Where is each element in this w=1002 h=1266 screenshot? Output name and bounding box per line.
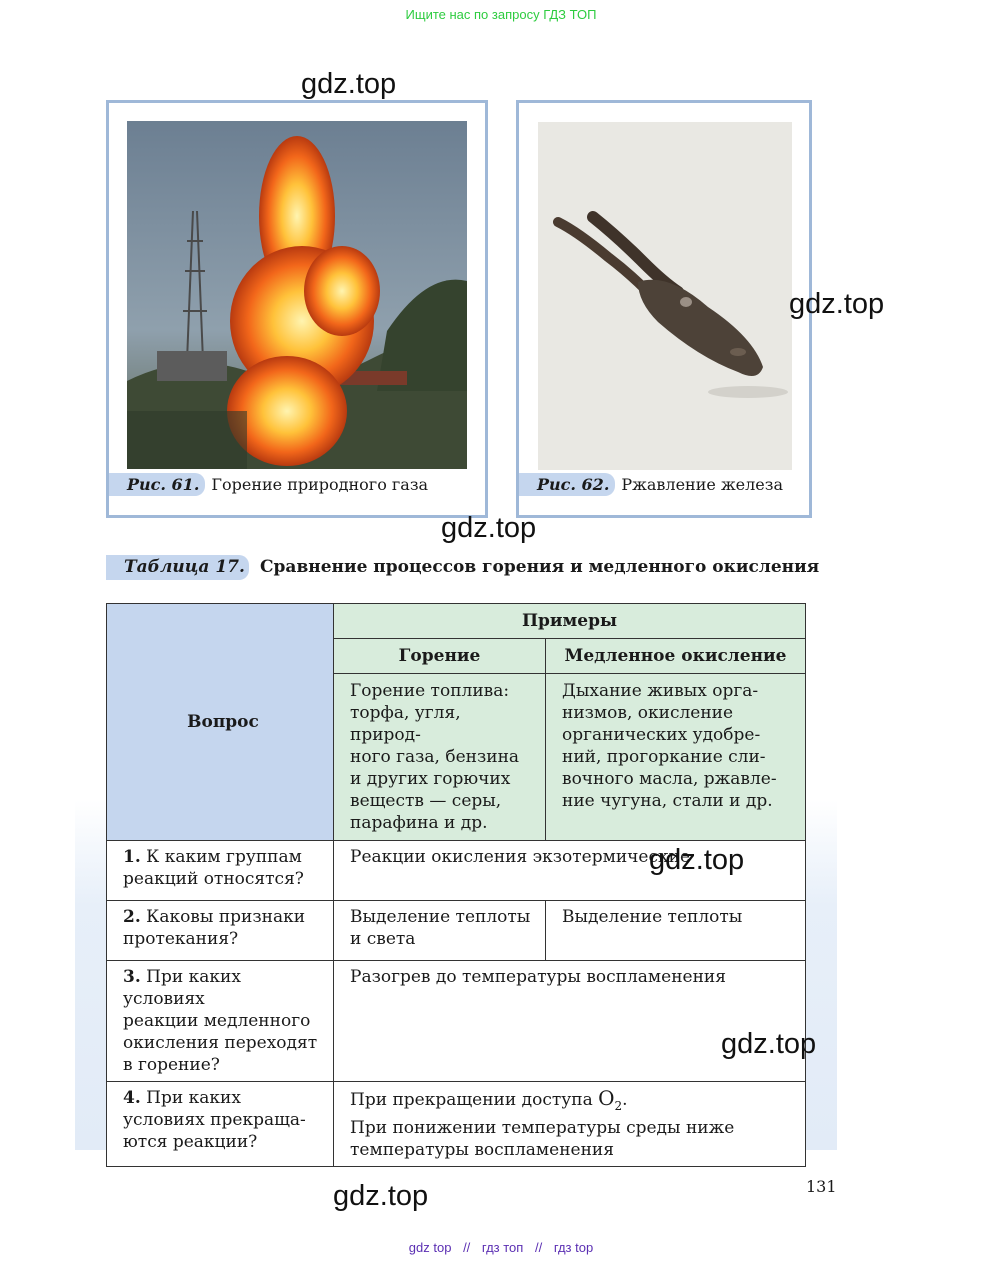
figure-61-caption-text: Горение природного газа xyxy=(211,475,429,494)
answer-text: Реакции окисления экзотермические xyxy=(350,847,691,867)
table-title-text: Сравнение процессов горения и медленного окисления xyxy=(260,557,820,577)
table-title xyxy=(106,557,819,577)
burning-header: Горение xyxy=(398,646,481,666)
watermark-2: gdz.top xyxy=(789,288,885,320)
question-cell xyxy=(107,841,334,901)
answer-line: Выделение теплоты xyxy=(350,907,531,927)
bottom-link-2[interactable]: гдз топ xyxy=(481,1240,524,1255)
burning-example-line: ного газа, бензина xyxy=(350,747,520,767)
slow-example-line: органических удобре- xyxy=(562,725,761,745)
rusty-pliers-photo xyxy=(538,122,792,470)
answer-text: Разогрев до температуры воспламенения xyxy=(350,967,726,987)
question-line: При каких xyxy=(146,1088,241,1108)
burning-example-line: и других горючих xyxy=(350,769,511,789)
question-cell xyxy=(107,961,334,1082)
figure-62-caption xyxy=(519,473,783,496)
question-line: протекания? xyxy=(123,929,239,949)
page-number: 131 xyxy=(806,1177,837,1196)
slow-example-line: низмов, окисление xyxy=(562,703,734,723)
oxygen-formula: O xyxy=(598,1086,615,1110)
answer-text: Выделение теплоты xyxy=(562,907,743,927)
question-line: реакции медленного xyxy=(123,1011,311,1031)
answer-line: и света xyxy=(350,929,416,949)
burning-example-line: парафина и др. xyxy=(350,813,488,833)
bottom-link-1[interactable]: gdz top xyxy=(408,1240,452,1255)
burning-examples-cell xyxy=(334,674,546,841)
question-line: окисления переходят xyxy=(123,1033,318,1053)
slow-example-line: вочного масла, ржавле- xyxy=(562,769,777,789)
answer-cell xyxy=(334,961,806,1082)
slow-examples-cell xyxy=(546,674,806,841)
slow-oxidation-header-cell xyxy=(546,639,806,674)
watermark-4: gdz.top xyxy=(649,844,745,876)
question-number: 1. xyxy=(123,847,141,867)
answer-line-1: При прекращении доступа xyxy=(350,1090,593,1110)
question-line: в горение? xyxy=(123,1055,220,1075)
answer-cell xyxy=(334,1082,806,1167)
answer-line xyxy=(350,1087,795,1117)
examples-header-cell xyxy=(334,604,806,639)
top-search-link[interactable]: Ищите нас по запросу ГДЗ ТОП xyxy=(405,7,597,22)
answer-line-3: температуры воспламенения xyxy=(350,1140,614,1160)
comparison-table xyxy=(106,603,806,1167)
bottom-link-3[interactable]: гдз top xyxy=(553,1240,594,1255)
question-line: условиях прекраща- xyxy=(123,1110,306,1130)
bottom-links xyxy=(0,1240,1002,1255)
figure-62-frame xyxy=(516,100,812,518)
burning-gas-photo xyxy=(127,121,467,469)
question-number: 2. xyxy=(123,907,141,927)
slow-oxidation-header: Медленное окисление xyxy=(564,646,787,666)
question-cell xyxy=(107,901,334,961)
formula-end: . xyxy=(622,1090,628,1110)
table-header-row-1 xyxy=(107,604,806,639)
question-cell xyxy=(107,1082,334,1167)
burning-header-cell xyxy=(334,639,546,674)
oxygen-subscript: 2 xyxy=(614,1099,623,1113)
watermark-5: gdz.top xyxy=(721,1028,817,1060)
table-row xyxy=(107,901,806,961)
figure-61-tag: Рис. 61. xyxy=(109,473,205,496)
watermark-1: gdz.top xyxy=(301,68,397,100)
question-line: К каким группам xyxy=(146,847,302,867)
slow-example-line: ний, прогоркание сли- xyxy=(562,747,766,767)
question-line: реакций относятся? xyxy=(123,869,304,889)
question-number: 3. xyxy=(123,967,141,987)
question-number: 4. xyxy=(123,1088,141,1108)
question-header-cell xyxy=(107,604,334,841)
figure-61-caption xyxy=(109,473,428,496)
bottom-separator: // xyxy=(534,1240,543,1255)
table-title-tag: Таблица 17. xyxy=(106,555,249,580)
question-line: При каких условиях xyxy=(123,967,241,1009)
answer-line-2: При понижении температуры среды ниже xyxy=(350,1118,735,1138)
burning-example-line: веществ — серы, xyxy=(350,791,502,811)
slow-example-line: ние чугуна, стали и др. xyxy=(562,791,773,811)
figure-62-caption-text: Ржавление железа xyxy=(621,475,784,494)
watermark-3: gdz.top xyxy=(441,512,537,544)
watermark-6: gdz.top xyxy=(333,1180,429,1212)
table-row xyxy=(107,1082,806,1167)
answer-burning-cell xyxy=(334,901,546,961)
examples-header: Примеры xyxy=(521,611,618,631)
burning-example-line: Горение топлива: xyxy=(350,681,510,701)
figure-62-tag: Рис. 62. xyxy=(519,473,615,496)
question-line: ются реакции? xyxy=(123,1132,258,1152)
burning-example-line: торфа, угля, природ- xyxy=(350,703,461,745)
slow-example-line: Дыхание живых орга- xyxy=(562,681,759,701)
question-header: Вопрос xyxy=(187,712,259,732)
question-line: Каковы признаки xyxy=(146,907,306,927)
answer-slow-cell xyxy=(546,901,806,961)
figure-61-frame xyxy=(106,100,488,518)
table-row xyxy=(107,961,806,1082)
bottom-separator: // xyxy=(463,1240,471,1255)
